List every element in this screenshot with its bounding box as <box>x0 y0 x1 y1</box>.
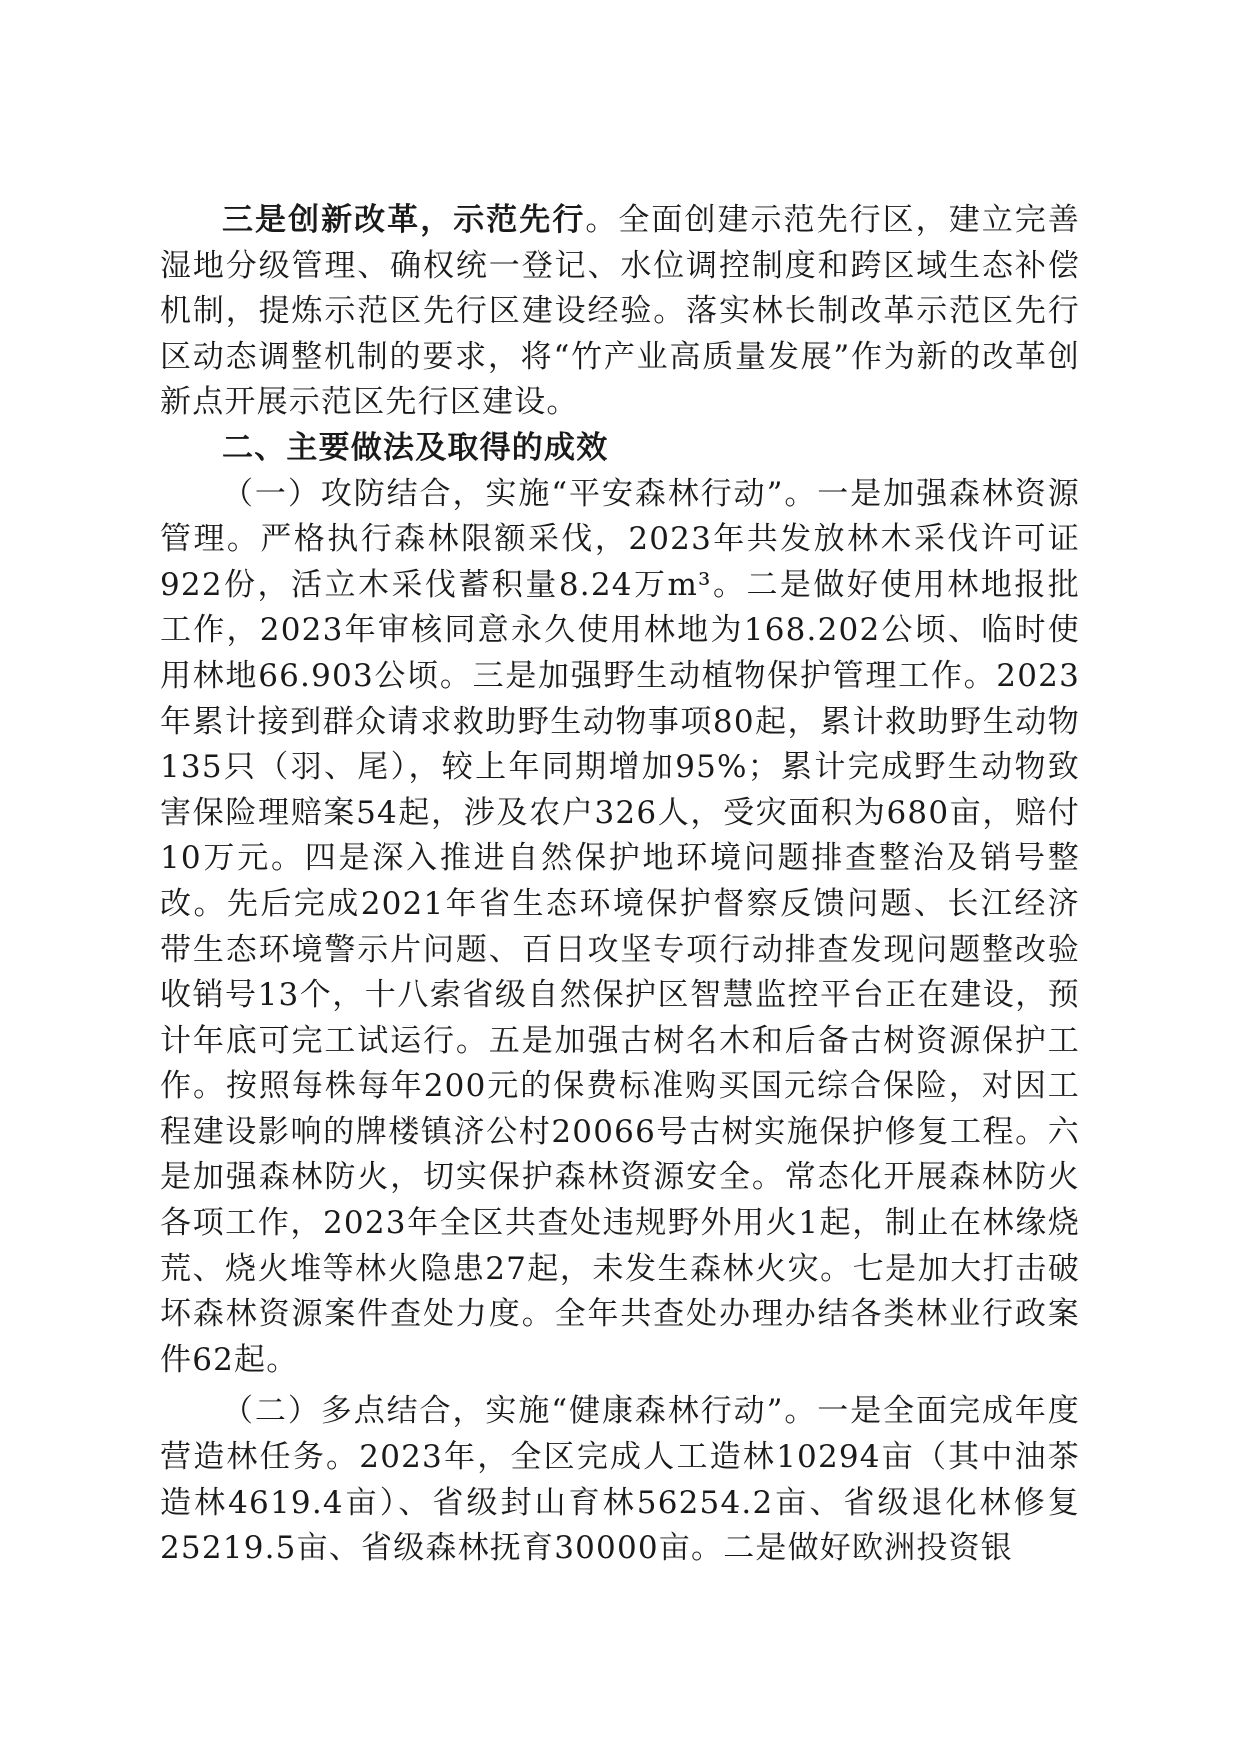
section-heading-2: 二、主要做法及取得的成效 <box>222 429 609 466</box>
paragraph-section-3 <box>160 198 1080 426</box>
paragraph-part-2: （二）多点结合，实施“健康森林行动”。一是全面完成年度营造林任务。2023年，全区完成人工造林10294亩（其中油茶造林4619.4亩）、省级封山育林56254.2亩、省级退化林修复25219.5亩、省级森林抚育30000亩。二是做好欧洲投资银 <box>160 1393 1080 1567</box>
section-3-text: 。全面创建示范先行区，建立完善湿地分级管理、确权统一登记、水位调控制度和跨区域生态补偿机制，提炼示范区先行区建设经验。落实林长制改革示范区先行区动态调整机制的要求，将“竹产业高质量发展”作为新的改革创新点开展示范区先行区建设。 <box>160 202 1081 421</box>
paragraph-part-1: （一）攻防结合，实施“平安森林行动”。一是加强森林资源管理。严格执行森林限额采伐，2023年共发放林木采伐许可证922份，活立木采伐蓄积量8.24万m³。二是做好使用林地报批工作，2023年审核同意永久使用林地为168.202公顷、临时使用林地66.903公顷。三是加强野生动植物保护管理工作。2023年累计接到群众请求救助野生动物事项80起，累计救助野生动物135只（羽、尾），较上年同期增加95%；累计完成野生动物致害保险理赔案54起，涉及农户326人，受灾面积为680亩，赔付10万元。四是深入推进自然保护地环境问题排查整治及销号整改。先后完成2021年省生态环境保护督察反馈问题、长江经济带生态环境警示片问题、百日攻坚专项行动排查发现问题整改验收销号13个，十八索省级自然保护区智慧监控平台正在建设，预计年底可完工试运行。五是加强古树名木和后备古树资源保护工作。按照每株每年200元的保费标准购买国元综合保险，对因工程建设影响的牌楼镇济公村20066号古树实施保护修复工程。六是加强森林防火，切实保护森林资源安全。常态化开展森林防火各项工作，2023年全区共查处违规野外用火1起，制止在林缘烧荒、烧火堆等林火隐患27起，未发生森林火灾。七是加大打击破坏森林资源案件查处力度。全年共查处办理办结各类林业行政案件62起。 <box>160 475 1080 1378</box>
section-3-lead: 三是创新改革，示范先行 <box>222 202 586 238</box>
document-page <box>160 198 1080 1572</box>
